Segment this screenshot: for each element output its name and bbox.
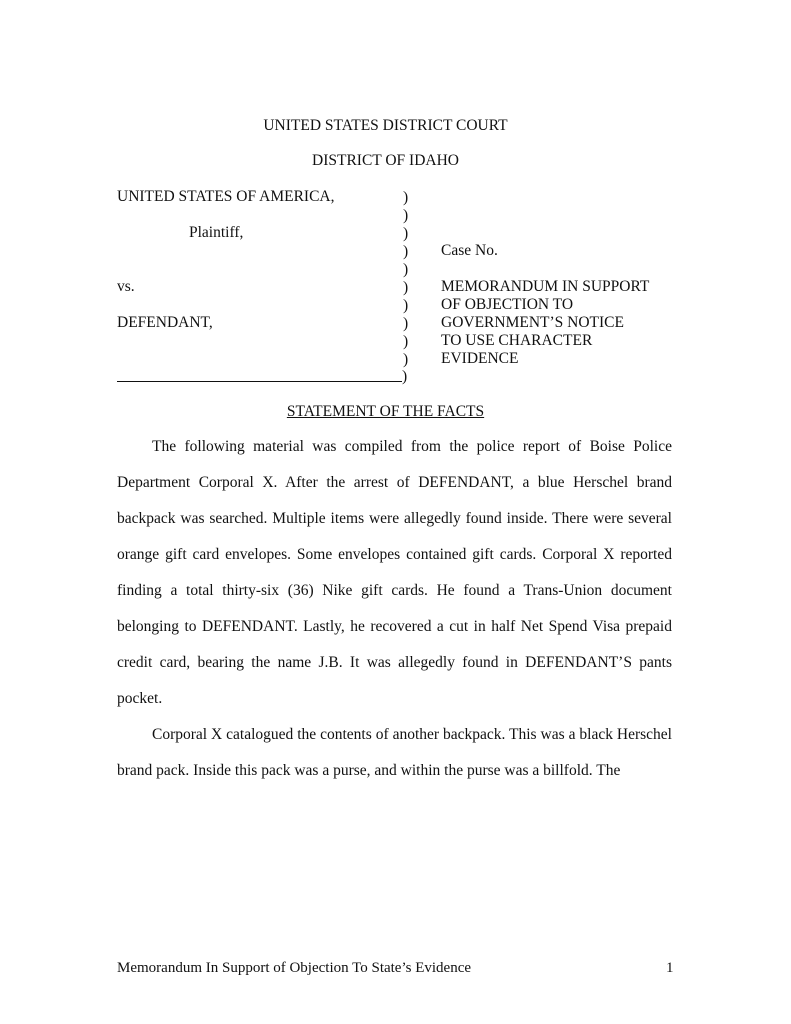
document-title-line: EVIDENCE bbox=[441, 350, 519, 367]
document-title-line: MEMORANDUM IN SUPPORT bbox=[441, 278, 650, 295]
caption-underline bbox=[117, 381, 402, 382]
section-body bbox=[117, 429, 672, 789]
paren-mark: ) bbox=[403, 225, 409, 242]
court-title: UNITED STATES DISTRICT COURT bbox=[263, 117, 508, 134]
document-title-line: OF OBJECTION TO bbox=[441, 296, 574, 313]
paren-mark: ) bbox=[403, 333, 409, 350]
court-district: DISTRICT OF IDAHO bbox=[312, 152, 459, 169]
plaintiff-name: UNITED STATES OF AMERICA, bbox=[117, 188, 335, 205]
body-paragraph: Corporal X catalogued the contents of another backpack. This was a black Herschel brand pack. Inside this pack was a purse, and within the purse was a billfold. The bbox=[117, 726, 672, 779]
document-title-line: TO USE CHARACTER bbox=[441, 332, 593, 349]
case-no-label: Case No. bbox=[441, 242, 498, 259]
paren-mark-last: ) bbox=[402, 368, 408, 385]
footer-title: Memorandum In Support of Objection To State’s Evidence bbox=[117, 960, 472, 976]
paren-mark: ) bbox=[403, 243, 409, 260]
paren-mark: ) bbox=[403, 207, 409, 224]
paren-mark: ) bbox=[403, 315, 409, 332]
defendant-name: DEFENDANT, bbox=[117, 314, 213, 331]
page-number: 1 bbox=[666, 960, 674, 976]
document-title-line: GOVERNMENT’S NOTICE bbox=[441, 314, 624, 331]
document-title bbox=[441, 278, 649, 368]
versus-label: vs. bbox=[117, 278, 135, 295]
paren-mark: ) bbox=[403, 189, 409, 206]
case-number bbox=[441, 242, 498, 260]
paren-mark: ) bbox=[403, 279, 409, 296]
caption-parentheses bbox=[403, 189, 413, 369]
paren-mark: ) bbox=[403, 351, 409, 368]
paren-mark: ) bbox=[403, 297, 409, 314]
paren-mark: ) bbox=[403, 261, 409, 278]
section-heading: STATEMENT OF THE FACTS bbox=[286, 403, 485, 420]
body-paragraph: The following material was compiled from the police report of Boise Police Department Corporal X. After the arrest of DEFENDANT, a blue Herschel brand backpack was searched. Multiple items were allegedly found inside. There were several orange gift card envelopes. Some envelopes contained gift cards. Corporal X reported finding a total thirty-six (36) Nike gift cards. He found a Trans-Union document belonging to DEFENDANT. Lastly, he recovered a cut in half Net Spend Visa prepaid credit card, bearing the name J.B. It was allegedly found in DEFENDANT’S pants pocket. bbox=[117, 438, 672, 707]
plaintiff-role: Plaintiff, bbox=[189, 224, 244, 241]
